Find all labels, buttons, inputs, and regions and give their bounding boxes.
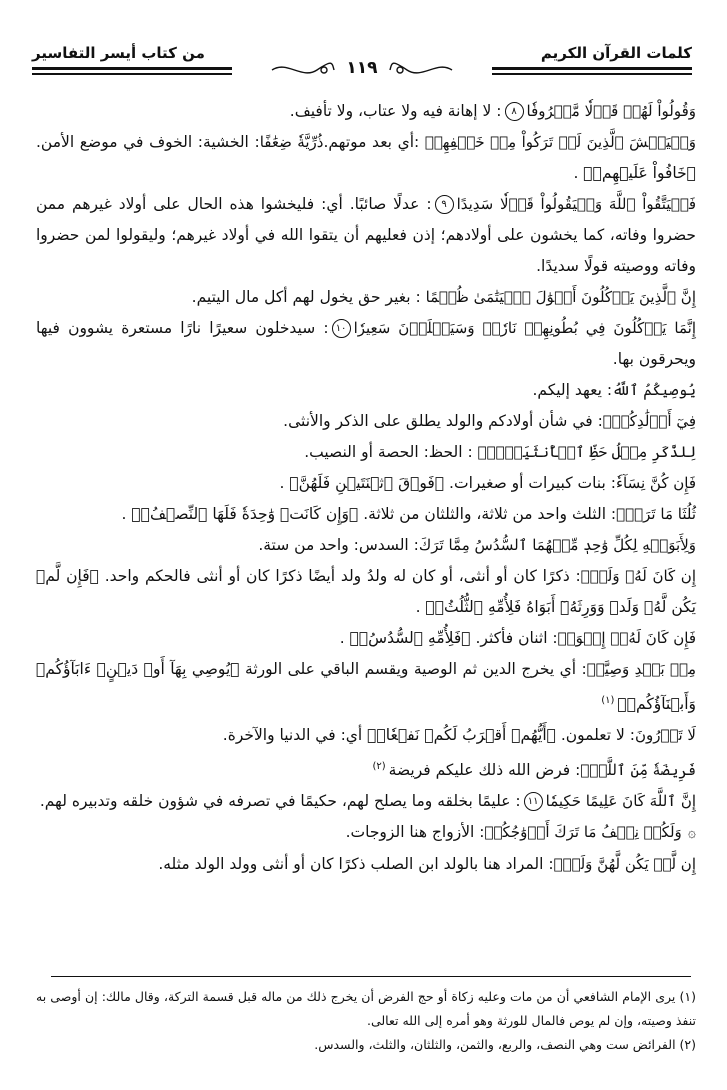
- entry-explanation: : اثنان فأكثر. ﴿فَلِأُمِّهِ ٱلسُّدُسُۚ﴾ .: [339, 629, 558, 647]
- running-title-right: كلمات القرآن الكريم: [540, 44, 692, 62]
- quran-phrase: فَإِن كُنَّ نِسَآءٗ: [615, 474, 696, 492]
- header-rule-right: [492, 67, 692, 75]
- entry-explanation: : يعهد إليكم.: [532, 381, 613, 399]
- footnote-item: (٢) الفرائض ست وهي النصف، والربع، والثمن، والثلثان، والثلث، والسدس.: [314, 1037, 696, 1052]
- quran-phrase: يُوصِيكُمُ ٱللَّهُ: [612, 381, 696, 399]
- entry-explanation: : ذكرًا كان أو أنثى، أو كان له ولدُ ولد أيضًا ذكرًا كان أو أنثى فالحكم واحد. ﴿فَإِن لَّمۡ يَكُن لَّهُۥ وَلَدٞ وَوَرِثَهُۥٓ أَبَوَاهُ فَلِأُمِّهِ ٱلثُّلُثُۚ﴾ .: [36, 567, 696, 616]
- glossary-entry: [36, 623, 696, 654]
- verse-number-badge: ١١: [524, 792, 543, 811]
- entry-explanation: : المراد هنا بالولد ابن الصلب ذكرًا كان أو أنثى وولد الولد مثله.: [158, 855, 554, 874]
- quran-phrase: إِنَّمَا يَأۡكُلُونَ فِي بُطُونِهِمۡ نَارٗاۖ وَسَيَصۡلَوۡنَ سَعِيرٗا: [353, 319, 696, 337]
- entry-explanation: : بنات كبيرات أو صغيرات. ﴿فَوۡقَ ٱثۡنَتَيۡنِ فَلَهُنَّ﴾ .: [279, 474, 616, 492]
- quran-phrase: لَا تَدۡرُونَ: [634, 726, 696, 745]
- entry-explanation: : سيدخلون سعيرًا نارًا مستعرة يشوون فيها ويحرقون بها.: [36, 319, 696, 368]
- verse-number-badge: ٩: [435, 195, 454, 214]
- entry-explanation: : الحظ: الحصة أو النصيب.: [304, 443, 473, 461]
- glossary-entry: [36, 406, 696, 437]
- glossary-entry: [36, 313, 696, 375]
- glossary-entry: [36, 654, 696, 720]
- glossary-entry: [36, 437, 696, 468]
- quran-phrase: لِلذَّكَرِ مِثۡلُ حَظِّ ٱلۡأُنثَيَيۡنِۚ: [477, 443, 696, 461]
- quran-phrase: إِن كَانَ لَهُۥ وَلَدٞۚ: [580, 567, 696, 585]
- quran-phrase: إِن لَّمۡ يَكُن لَّهُنَّ وَلَدٞۚ: [553, 855, 696, 874]
- entry-explanation: : السدس: واحد من ستة.: [258, 536, 419, 554]
- footnote-item: (١) يرى الإمام الشافعي أن من مات وعليه زكاة أو حج الفرض أن يخرج ذلك من ماله قبل قسمة التركة، وقال مالك: إن أوصى به تنفذ وصيته، وإن لم يوص فالمال للورثة وهو أمره إلى الله تعالى.: [36, 989, 696, 1028]
- glossary-entry: [36, 817, 696, 849]
- page-number-ornament: [262, 58, 462, 82]
- quran-phrase: وَلِأَبَوَيۡهِ لِكُلِّ وَٰحِدٖ مِّنۡهُمَا ٱلسُّدُسُ مِمَّا تَرَكَ: [418, 536, 696, 554]
- quran-phrase: مِنۢ بَعۡدِ وَصِيَّةٖ: [586, 660, 696, 678]
- quran-phrase: وَقُولُواْ لَهُمۡ قَوۡلٗا مَّعۡرُوفٗا: [526, 102, 696, 120]
- quran-phrase: ثُلُثَا مَا تَرَكَۖ: [616, 505, 696, 523]
- glossary-entry: [36, 720, 696, 751]
- glossary-body: [36, 96, 696, 880]
- glossary-entry: [36, 751, 696, 786]
- glossary-entry: [36, 282, 696, 313]
- glossary-entry: [36, 530, 696, 561]
- footnote-reference[interactable]: (٢): [372, 761, 386, 773]
- glossary-entry: [36, 499, 696, 530]
- quran-phrase: فَلۡيَتَّقُواْ ٱللَّهَ وَلۡيَقُولُواْ قَوۡلٗا سَدِيدًا: [456, 195, 696, 213]
- quran-phrase: فِيٓ أَوۡلَٰدِكُمۡۖ: [602, 412, 696, 430]
- entry-explanation: : فرض الله ذلك عليكم فريضة: [388, 761, 581, 780]
- quran-phrase: فَرِيضَةٗ مِّنَ ٱللَّهِۗ: [580, 761, 696, 780]
- quran-phrase: إِنَّ ٱللَّهَ كَانَ عَلِيمًا حَكِيمٗا: [545, 792, 696, 811]
- verse-number-badge: ٨: [505, 102, 524, 121]
- verse-number-badge: ١٠: [332, 319, 351, 338]
- quran-phrase: وَلۡيَخۡشَ ٱلَّذِينَ لَوۡ تَرَكُواْ مِنۡ خَلۡفِهِمۡ: [424, 133, 697, 151]
- page-header: [32, 38, 692, 88]
- header-rule-left: [32, 67, 232, 75]
- quran-phrase: فَإِن كَانَ لَهُۥٓ إِخۡوَةٞ: [557, 629, 696, 647]
- entry-explanation: : الثلث واحد من ثلاثة، والثلثان من ثلاثة. ﴿وَإِن كَانَتۡ وَٰحِدَةٗ فَلَهَا ٱلنِّصۡفُۚ﴾ .: [121, 505, 617, 523]
- glossary-entry: [36, 561, 696, 623]
- entry-explanation: : بغير حق يخول لهم أكل مال اليتيم.: [191, 288, 421, 306]
- entry-explanation: : الخشية: الخوف في موضع الأمن. ﴿خَافُواْ عَلَيۡهِمۡ﴾ .: [36, 133, 696, 182]
- hizb-marker-icon: ۞: [687, 825, 696, 842]
- entry-explanation: : في شأن أولادكم والولد يطلق على الذكر والأنثى.: [283, 412, 603, 430]
- footnote-divider: [51, 976, 691, 977]
- glossary-entry: [36, 468, 696, 499]
- glossary-entry: [36, 127, 696, 189]
- entry-explanation: : عليمًا بخلقه وما يصلح لهم، حكيمًا في تصرفه في شؤون خلقه وتدبيره لهم.: [39, 792, 521, 811]
- footnote-reference[interactable]: (١): [601, 695, 615, 706]
- glossary-entry: [36, 786, 696, 817]
- glossary-entry: [36, 849, 696, 880]
- entry-explanation: : الأزواج هنا الزوجات.: [345, 823, 485, 842]
- entry-explanation: : لا إهانة فيه ولا عتاب، ولا تأفيف.: [289, 102, 502, 120]
- quran-phrase: ذُرِّيَّةٗ ضِعَٰفًا: [259, 133, 324, 151]
- quran-phrase: إِنَّ ٱلَّذِينَ يَأۡكُلُونَ أَمۡوَٰلَ ٱلۡيَتَٰمَىٰ ظُلۡمًا: [425, 288, 696, 306]
- running-title-left: من كتاب أيسر التفاسير: [32, 44, 205, 62]
- glossary-entry: [36, 375, 696, 406]
- entry-explanation: :أي بعد موتهم.: [323, 133, 420, 151]
- entry-explanation: : عدلًا صائبًا. أي: فليخشوا هذه الحال على أولاد غيرهم ممن حضروا وفاته، كما يخشون على أولادهم؛ إذن فعليهم أن يتقوا الله في أولاد غيرهم؛ وليقولوا لمن حضروا وفاته ووصيته قولًا سديدًا.: [36, 195, 696, 275]
- entry-explanation: : لا تعلمون. ﴿أَيُّهُمۡ أَقۡرَبُ لَكُمۡ نَفۡعٗاۚ﴾ أي: في الدنيا والآخرة.: [222, 726, 635, 745]
- footnotes: [36, 985, 696, 1057]
- page-number: ١١٩: [346, 58, 378, 78]
- entry-explanation: : أي يخرج الدين ثم الوصية ويقسم الباقي على الورثة ﴿يُوصِي بِهَآ أَوۡ دَيۡنٍۗ ءَابَآؤُكُمۡ وَأَبۡنَآؤُكُمۡ﴾: [36, 660, 696, 714]
- glossary-entry: [36, 189, 696, 282]
- quran-phrase: وَلَكُمۡ نِصۡفُ مَا تَرَكَ أَزۡوَٰجُكُمۡ: [484, 823, 682, 842]
- glossary-entry: [36, 96, 696, 127]
